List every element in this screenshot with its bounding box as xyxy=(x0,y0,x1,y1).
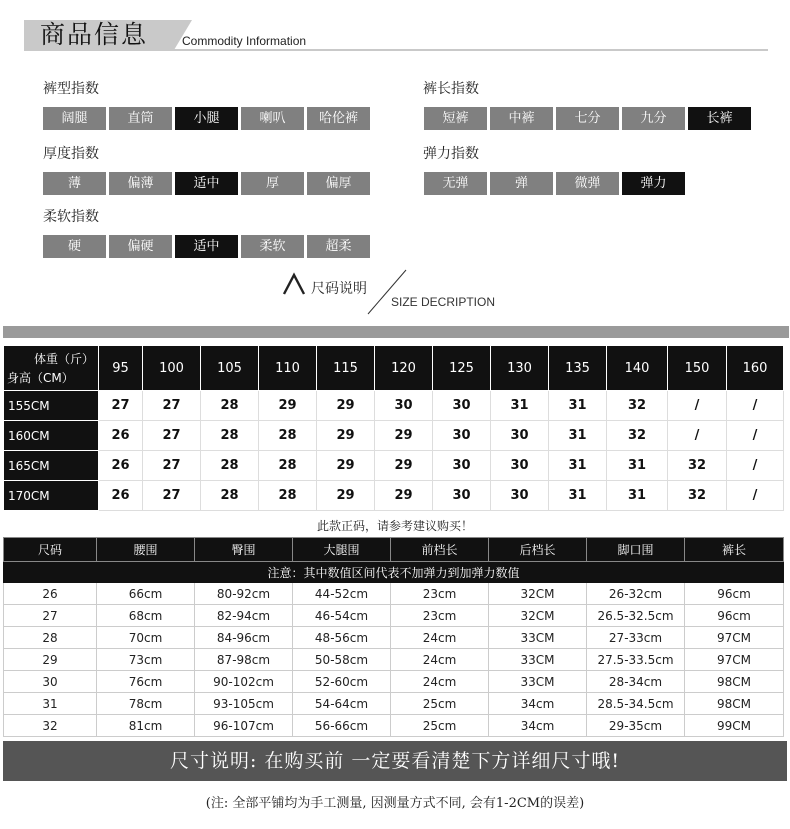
thickness-option: 偏厚 xyxy=(307,172,370,195)
weight-header: 105 xyxy=(201,346,259,391)
hip-cell: 96-107cm xyxy=(195,715,293,737)
corner-weight-label: 体重（斤） xyxy=(33,352,94,366)
size-cell: 31 xyxy=(549,481,607,511)
elasticity-title: 弹力指数 xyxy=(423,146,479,162)
size-cell: 32 xyxy=(4,715,97,737)
size-cell: 32 xyxy=(668,481,727,511)
length-option: 九分 xyxy=(622,107,685,130)
elasticity-option: 微弹 xyxy=(556,172,619,195)
leg-type-option: 哈伦裤 xyxy=(307,107,370,130)
hem-cell: 26.5-32.5cm xyxy=(587,605,685,627)
softness-option: 柔软 xyxy=(241,235,304,258)
size-cell: 27 xyxy=(99,391,143,421)
table-row xyxy=(4,421,784,451)
col-header: 裤长 xyxy=(685,538,784,562)
size-cell: 27 xyxy=(143,421,201,451)
size-cell: / xyxy=(727,391,784,421)
size-cell: 29 xyxy=(375,421,433,451)
thickness-option: 厚 xyxy=(241,172,304,195)
col-header: 尺码 xyxy=(4,538,97,562)
hip-cell: 93-105cm xyxy=(195,693,293,715)
weight-header: 110 xyxy=(259,346,317,391)
page-title: 商品信息 xyxy=(40,20,149,49)
table-row xyxy=(4,451,784,481)
thickness-options xyxy=(43,172,373,195)
size-desc-subtitle: SIZE DECRIPTION xyxy=(391,295,496,309)
size-cell: 26 xyxy=(99,451,143,481)
back-rise-cell: 32CM xyxy=(489,583,587,605)
weight-header: 140 xyxy=(607,346,668,391)
back-rise-cell: 34cm xyxy=(489,715,587,737)
leg-type-option-selected: 小腿 xyxy=(175,107,238,130)
section-band xyxy=(3,326,789,338)
height-label: 170CM xyxy=(4,481,99,511)
size-cell: / xyxy=(727,481,784,511)
thickness-option: 薄 xyxy=(43,172,106,195)
front-rise-cell: 25cm xyxy=(391,715,489,737)
length-cell: 97CM xyxy=(685,627,784,649)
weight-header: 115 xyxy=(317,346,375,391)
size-cell: 28 xyxy=(4,627,97,649)
back-rise-cell: 32CM xyxy=(489,605,587,627)
col-header: 腰围 xyxy=(97,538,195,562)
thigh-cell: 54-64cm xyxy=(293,693,391,715)
col-header: 大腿围 xyxy=(293,538,391,562)
size-cell: 31 xyxy=(607,451,668,481)
back-rise-cell: 33CM xyxy=(489,671,587,693)
elasticity-option: 无弹 xyxy=(424,172,487,195)
size-cell: 26 xyxy=(99,421,143,451)
size-cell: 32 xyxy=(607,391,668,421)
weight-header: 130 xyxy=(491,346,549,391)
size-cell: 31 xyxy=(4,693,97,715)
size-cell: 31 xyxy=(549,421,607,451)
size-cell: 26 xyxy=(99,481,143,511)
col-header: 脚口围 xyxy=(587,538,685,562)
back-rise-cell: 33CM xyxy=(489,649,587,671)
hip-cell: 90-102cm xyxy=(195,671,293,693)
thigh-cell: 52-60cm xyxy=(293,671,391,693)
weight-header: 150 xyxy=(668,346,727,391)
size-cell: 29 xyxy=(317,451,375,481)
size-cell: 30 xyxy=(433,451,491,481)
hip-cell: 82-94cm xyxy=(195,605,293,627)
softness-option-selected: 适中 xyxy=(175,235,238,258)
length-cell: 98CM xyxy=(685,671,784,693)
elasticity-option-selected: 弹力 xyxy=(622,172,685,195)
softness-option: 偏硬 xyxy=(109,235,172,258)
leg-type-options xyxy=(43,107,373,130)
hip-cell: 84-96cm xyxy=(195,627,293,649)
col-header: 臀围 xyxy=(195,538,293,562)
size-cell: 27 xyxy=(4,605,97,627)
length-cell: 96cm xyxy=(685,583,784,605)
size-cell: 27 xyxy=(143,481,201,511)
size-cell: 28 xyxy=(201,391,259,421)
waist-cell: 78cm xyxy=(97,693,195,715)
table-row xyxy=(4,583,784,605)
size-cell: 30 xyxy=(433,481,491,511)
size-cell: 30 xyxy=(491,451,549,481)
size-cell: 26 xyxy=(4,583,97,605)
elasticity-option: 弹 xyxy=(490,172,553,195)
table-row xyxy=(4,627,784,649)
hem-cell: 29-35cm xyxy=(587,715,685,737)
length-option-selected: 长裤 xyxy=(688,107,751,130)
corner-height-label: 身高（CM） xyxy=(7,371,74,385)
size-cell: 30 xyxy=(375,391,433,421)
thickness-title: 厚度指数 xyxy=(43,146,99,162)
size-cell: 30 xyxy=(491,421,549,451)
size-cell: 28 xyxy=(201,481,259,511)
front-rise-cell: 23cm xyxy=(391,583,489,605)
weight-height-table xyxy=(3,345,784,511)
front-rise-cell: 24cm xyxy=(391,627,489,649)
table-row xyxy=(4,481,784,511)
back-rise-cell: 33CM xyxy=(489,627,587,649)
size-cell: 30 xyxy=(433,391,491,421)
size-cell: / xyxy=(668,391,727,421)
leg-type-option: 直筒 xyxy=(109,107,172,130)
col-header: 后档长 xyxy=(489,538,587,562)
table-row xyxy=(4,715,784,737)
length-title: 裤长指数 xyxy=(423,81,479,97)
size-cell: 31 xyxy=(549,451,607,481)
length-option: 七分 xyxy=(556,107,619,130)
table-header-row xyxy=(4,538,784,562)
table-row xyxy=(4,649,784,671)
hip-cell: 80-92cm xyxy=(195,583,293,605)
size-cell: 29 xyxy=(317,391,375,421)
weight-header: 160 xyxy=(727,346,784,391)
hem-cell: 26-32cm xyxy=(587,583,685,605)
size-cell: / xyxy=(727,451,784,481)
size-cell: 28 xyxy=(201,421,259,451)
waist-cell: 76cm xyxy=(97,671,195,693)
size-cell: 29 xyxy=(4,649,97,671)
col-header: 前档长 xyxy=(391,538,489,562)
back-rise-cell: 34cm xyxy=(489,693,587,715)
thickness-option-selected: 适中 xyxy=(175,172,238,195)
size-cell: / xyxy=(668,421,727,451)
size-cell: 27 xyxy=(143,391,201,421)
size-cell: 28 xyxy=(259,421,317,451)
leg-type-option: 阔腿 xyxy=(43,107,106,130)
size-desc-title: 尺码说明 xyxy=(311,281,367,297)
thigh-cell: 50-58cm xyxy=(293,649,391,671)
weight-header: 95 xyxy=(99,346,143,391)
weight-header: 125 xyxy=(433,346,491,391)
size-warning-banner: 尺寸说明: 在购买前 一定要看清楚下方详细尺寸哦! xyxy=(3,741,787,781)
measurement-note: (注: 全部平铺均为手工测量, 因测量方式不同, 会有1-2CM的误差) xyxy=(205,796,585,811)
size-cell: 28 xyxy=(201,451,259,481)
size-cell: 29 xyxy=(375,481,433,511)
softness-option: 硬 xyxy=(43,235,106,258)
thigh-cell: 46-54cm xyxy=(293,605,391,627)
front-rise-cell: 23cm xyxy=(391,605,489,627)
size-cell: 29 xyxy=(375,451,433,481)
height-label: 160CM xyxy=(4,421,99,451)
table-row xyxy=(4,693,784,715)
leg-type-option: 喇叭 xyxy=(241,107,304,130)
size-cell: 32 xyxy=(607,421,668,451)
size-cell: 30 xyxy=(4,671,97,693)
front-rise-cell: 24cm xyxy=(391,649,489,671)
height-label: 155CM xyxy=(4,391,99,421)
size-cell: 28 xyxy=(259,481,317,511)
table-row xyxy=(4,671,784,693)
softness-options xyxy=(43,235,373,258)
hem-cell: 28-34cm xyxy=(587,671,685,693)
thigh-cell: 56-66cm xyxy=(293,715,391,737)
weight-header: 135 xyxy=(549,346,607,391)
weight-header: 100 xyxy=(143,346,201,391)
hem-cell: 27-33cm xyxy=(587,627,685,649)
softness-option: 超柔 xyxy=(307,235,370,258)
height-label: 165CM xyxy=(4,451,99,481)
size-cell: 29 xyxy=(317,481,375,511)
waist-cell: 81cm xyxy=(97,715,195,737)
weight-header: 120 xyxy=(375,346,433,391)
size-cell: 31 xyxy=(607,481,668,511)
caret-up-icon xyxy=(282,272,306,296)
header-divider xyxy=(24,49,768,51)
length-option: 中裤 xyxy=(490,107,553,130)
length-options xyxy=(424,107,754,130)
size-cell: 32 xyxy=(668,451,727,481)
hem-cell: 27.5-33.5cm xyxy=(587,649,685,671)
thigh-cell: 44-52cm xyxy=(293,583,391,605)
leg-type-title: 裤型指数 xyxy=(43,81,99,97)
length-cell: 98CM xyxy=(685,693,784,715)
size-cell: 31 xyxy=(491,391,549,421)
size-cell: 30 xyxy=(491,481,549,511)
length-cell: 99CM xyxy=(685,715,784,737)
softness-title: 柔软指数 xyxy=(43,209,99,225)
table-row xyxy=(4,391,784,421)
page-subtitle: Commodity Information xyxy=(182,34,307,48)
thigh-cell: 48-56cm xyxy=(293,627,391,649)
size-cell: 29 xyxy=(317,421,375,451)
elasticity-options xyxy=(424,172,688,195)
table-corner xyxy=(4,346,99,391)
length-cell: 96cm xyxy=(685,605,784,627)
size-measure-table xyxy=(3,537,784,737)
front-rise-cell: 24cm xyxy=(391,671,489,693)
waist-cell: 73cm xyxy=(97,649,195,671)
size-cell: 30 xyxy=(433,421,491,451)
waist-cell: 70cm xyxy=(97,627,195,649)
elastic-note: 注意：其中数值区间代表不加弹力到加弹力数值 xyxy=(4,562,784,583)
size-cell: 27 xyxy=(143,451,201,481)
size-cell: 31 xyxy=(549,391,607,421)
waist-cell: 66cm xyxy=(97,583,195,605)
table-row xyxy=(4,605,784,627)
hip-cell: 87-98cm xyxy=(195,649,293,671)
size-cell: / xyxy=(727,421,784,451)
thickness-option: 偏薄 xyxy=(109,172,172,195)
front-rise-cell: 25cm xyxy=(391,693,489,715)
length-cell: 97CM xyxy=(685,649,784,671)
waist-cell: 68cm xyxy=(97,605,195,627)
size-cell: 28 xyxy=(259,451,317,481)
hem-cell: 28.5-34.5cm xyxy=(587,693,685,715)
length-option: 短裤 xyxy=(424,107,487,130)
fit-note: 此款正码，请参考建议购买！ xyxy=(316,519,473,533)
size-cell: 29 xyxy=(259,391,317,421)
table-note-row xyxy=(4,562,784,583)
